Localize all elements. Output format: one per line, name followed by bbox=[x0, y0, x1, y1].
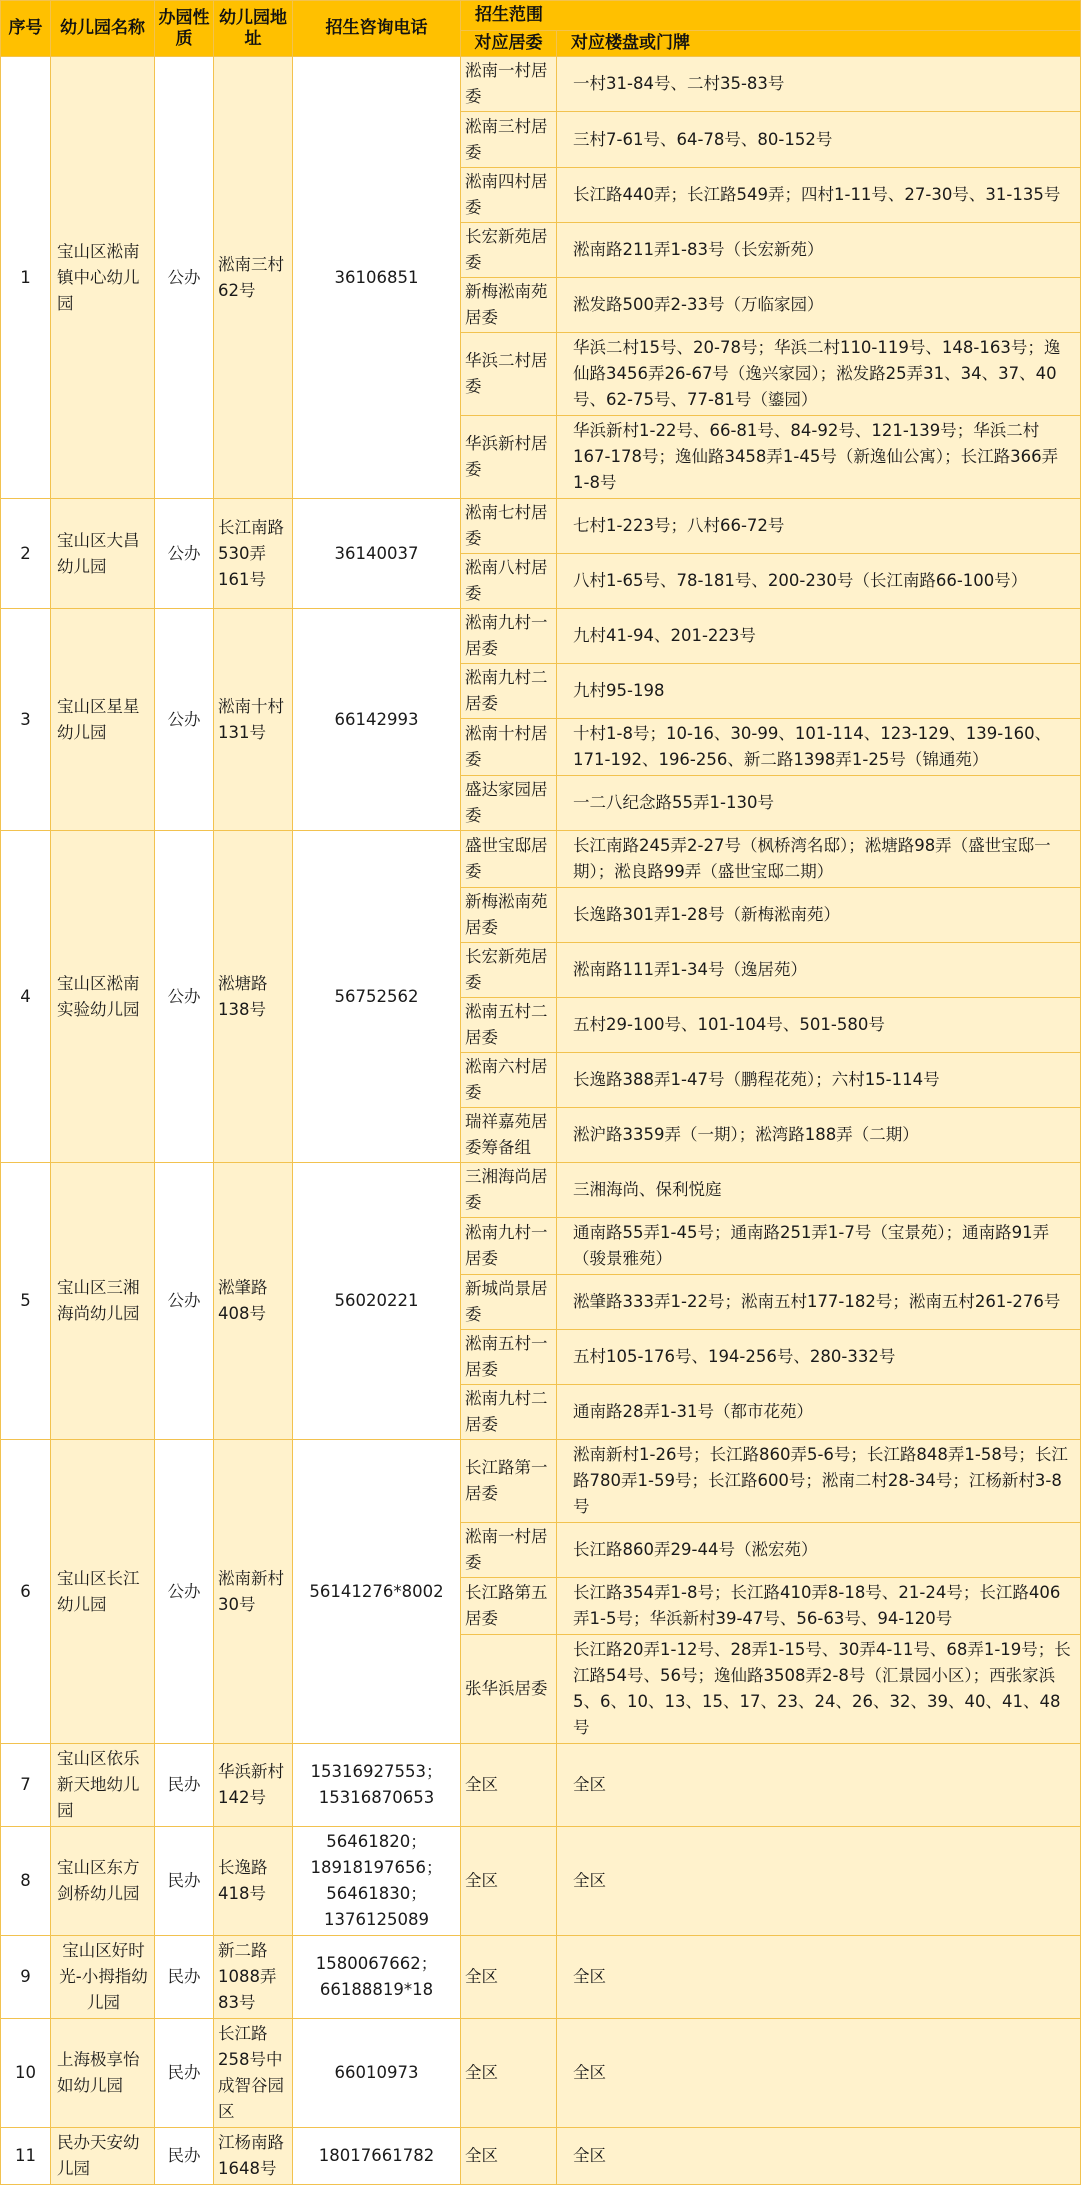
school-phone: 56752562 bbox=[293, 831, 461, 1163]
committee-cell: 淞南十村居委 bbox=[461, 719, 557, 776]
header-index: 序号 bbox=[1, 1, 51, 57]
committee-cell: 三湘海尚居委 bbox=[461, 1163, 557, 1218]
buildings-cell: 全区 bbox=[557, 2128, 1081, 2185]
row-index: 4 bbox=[1, 831, 51, 1163]
school-name: 宝山区淞南实验幼儿园 bbox=[51, 831, 155, 1163]
school-name: 民办天安幼儿园 bbox=[51, 2128, 155, 2185]
school-phone: 56461820；18918197656；56461830；1376125089 bbox=[293, 1827, 461, 1936]
header-nature: 办园性质 bbox=[155, 1, 214, 57]
committee-cell: 全区 bbox=[461, 1744, 557, 1827]
row-index: 3 bbox=[1, 609, 51, 831]
header-buildings: 对应楼盘或门牌 bbox=[557, 31, 1081, 57]
school-phone: 36140037 bbox=[293, 499, 461, 609]
committee-cell: 华浜二村居委 bbox=[461, 333, 557, 416]
school-nature: 公办 bbox=[155, 499, 214, 609]
buildings-cell: 全区 bbox=[557, 1827, 1081, 1936]
buildings-cell: 淞肇路333弄1-22号；淞南五村177-182号；淞南五村261-276号 bbox=[557, 1275, 1081, 1330]
table-header bbox=[1, 1, 1081, 57]
committee-cell: 新梅淞南苑居委 bbox=[461, 888, 557, 943]
committee-cell: 全区 bbox=[461, 1827, 557, 1936]
buildings-cell: 长逸路388弄1-47号（鹏程花苑）；六村15-114号 bbox=[557, 1053, 1081, 1108]
buildings-cell: 九村95-198 bbox=[557, 664, 1081, 719]
school-phone: 1580067662；66188819*18 bbox=[293, 1936, 461, 2019]
buildings-cell: 淞沪路3359弄（一期）；淞湾路188弄（二期） bbox=[557, 1108, 1081, 1163]
school-address: 淞塘路138号 bbox=[214, 831, 293, 1163]
buildings-cell: 淞发路500弄2-33号（万临家园） bbox=[557, 278, 1081, 333]
committee-cell: 全区 bbox=[461, 1936, 557, 2019]
school-nature: 公办 bbox=[155, 1440, 214, 1744]
school-name: 宝山区星星幼儿园 bbox=[51, 609, 155, 831]
school-name: 宝山区大昌幼儿园 bbox=[51, 499, 155, 609]
school-nature: 民办 bbox=[155, 2128, 214, 2185]
school-name: 宝山区东方剑桥幼儿园 bbox=[51, 1827, 155, 1936]
school-address: 淞南三村62号 bbox=[214, 57, 293, 499]
buildings-cell: 通南路55弄1-45号；通南路251弄1-7号（宝景苑）；通南路91弄（骏景雅苑） bbox=[557, 1218, 1081, 1275]
committee-cell: 长江路第五居委 bbox=[461, 1578, 557, 1635]
school-nature: 公办 bbox=[155, 57, 214, 499]
header-phone: 招生咨询电话 bbox=[293, 1, 461, 57]
school-nature: 民办 bbox=[155, 1936, 214, 2019]
buildings-cell: 十村1-8号；10-16、30-99、101-114、123-129、139-160、171-192、196-256、新二路1398弄1-25号（锦通苑） bbox=[557, 719, 1081, 776]
buildings-cell: 九村41-94、201-223号 bbox=[557, 609, 1081, 664]
header-name: 幼儿园名称 bbox=[51, 1, 155, 57]
committee-cell: 新梅淞南苑居委 bbox=[461, 278, 557, 333]
school-nature: 公办 bbox=[155, 1163, 214, 1440]
school-address: 淞南新村30号 bbox=[214, 1440, 293, 1744]
committee-cell: 淞南九村一居委 bbox=[461, 1218, 557, 1275]
school-address: 长江南路530弄161号 bbox=[214, 499, 293, 609]
school-address: 新二路1088弄83号 bbox=[214, 1936, 293, 2019]
buildings-cell: 淞南路111弄1-34号（逸居苑） bbox=[557, 943, 1081, 998]
committee-cell: 淞南三村居委 bbox=[461, 112, 557, 168]
school-name: 宝山区三湘海尚幼儿园 bbox=[51, 1163, 155, 1440]
buildings-cell: 淞南路211弄1-83号（长宏新苑） bbox=[557, 223, 1081, 278]
school-address: 江杨南路1648号 bbox=[214, 2128, 293, 2185]
row-index: 6 bbox=[1, 1440, 51, 1744]
committee-cell: 张华浜居委 bbox=[461, 1635, 557, 1744]
committee-cell: 全区 bbox=[461, 2019, 557, 2128]
school-phone: 36106851 bbox=[293, 57, 461, 499]
row-index: 9 bbox=[1, 1936, 51, 2019]
school-name: 上海极享怡如幼儿园 bbox=[51, 2019, 155, 2128]
header-scope: 招生范围 bbox=[461, 1, 1081, 31]
committee-cell: 华浜新村居委 bbox=[461, 416, 557, 499]
school-phone: 66142993 bbox=[293, 609, 461, 831]
header-committee: 对应居委 bbox=[461, 31, 557, 57]
school-nature: 民办 bbox=[155, 1744, 214, 1827]
buildings-cell: 华浜二村15号、20-78号；华浜二村110-119号、148-163号；逸仙路3456弄26-67号（逸兴家园）；淞发路25弄31、34、37、40号、62-75号、77-81号（鎏园） bbox=[557, 333, 1081, 416]
buildings-cell: 长江南路245弄2-27号（枫桥湾名邸）；淞塘路98弄（盛世宝邸一期）；淞良路99弄（盛世宝邸二期） bbox=[557, 831, 1081, 888]
committee-cell: 淞南五村一居委 bbox=[461, 1330, 557, 1385]
committee-cell: 淞南一村居委 bbox=[461, 57, 557, 112]
school-nature: 民办 bbox=[155, 1827, 214, 1936]
buildings-cell: 三湘海尚、保利悦庭 bbox=[557, 1163, 1081, 1218]
buildings-cell: 五村105-176号、194-256号、280-332号 bbox=[557, 1330, 1081, 1385]
school-nature: 民办 bbox=[155, 2019, 214, 2128]
buildings-cell: 五村29-100号、101-104号、501-580号 bbox=[557, 998, 1081, 1053]
committee-cell: 淞南八村居委 bbox=[461, 554, 557, 609]
row-index: 11 bbox=[1, 2128, 51, 2185]
school-address: 华浜新村142号 bbox=[214, 1744, 293, 1827]
school-address: 长江路258号中成智谷园区 bbox=[214, 2019, 293, 2128]
committee-cell: 瑞祥嘉苑居委筹备组 bbox=[461, 1108, 557, 1163]
school-name: 宝山区长江幼儿园 bbox=[51, 1440, 155, 1744]
buildings-cell: 长逸路301弄1-28号（新梅淞南苑） bbox=[557, 888, 1081, 943]
row-index: 10 bbox=[1, 2019, 51, 2128]
committee-cell: 淞南九村一居委 bbox=[461, 609, 557, 664]
row-index: 2 bbox=[1, 499, 51, 609]
row-index: 5 bbox=[1, 1163, 51, 1440]
buildings-cell: 淞南新村1-26号；长江路860弄5-6号；长江路848弄1-58号；长江路780弄1-59号；长江路600号；淞南二村28-34号；江杨新村3-8号 bbox=[557, 1440, 1081, 1523]
committee-cell: 盛达家园居委 bbox=[461, 776, 557, 831]
school-address: 淞南十村131号 bbox=[214, 609, 293, 831]
committee-cell: 淞南九村二居委 bbox=[461, 664, 557, 719]
committee-cell: 淞南七村居委 bbox=[461, 499, 557, 554]
buildings-cell: 一村31-84号、二村35-83号 bbox=[557, 57, 1081, 112]
school-address: 淞肇路408号 bbox=[214, 1163, 293, 1440]
committee-cell: 长江路第一居委 bbox=[461, 1440, 557, 1523]
committee-cell: 长宏新苑居委 bbox=[461, 223, 557, 278]
committee-cell: 淞南一村居委 bbox=[461, 1523, 557, 1578]
school-name: 宝山区依乐新天地幼儿园 bbox=[51, 1744, 155, 1827]
school-nature: 公办 bbox=[155, 609, 214, 831]
row-index: 7 bbox=[1, 1744, 51, 1827]
buildings-cell: 八村1-65号、78-181号、200-230号（长江南路66-100号） bbox=[557, 554, 1081, 609]
buildings-cell: 全区 bbox=[557, 2019, 1081, 2128]
school-phone: 56141276*8002 bbox=[293, 1440, 461, 1744]
school-phone: 15316927553；15316870653 bbox=[293, 1744, 461, 1827]
committee-cell: 淞南六村居委 bbox=[461, 1053, 557, 1108]
buildings-cell: 长江路860弄29-44号（淞宏苑） bbox=[557, 1523, 1081, 1578]
buildings-cell: 长江路20弄1-12号、28弄1-15号、30弄4-11号、68弄1-19号；长江路54号、56号；逸仙路3508弄2-8号（汇景园小区）；西张家浜5、6、10、13、15、17、23、24、26、32、39、40、41、48号 bbox=[557, 1635, 1081, 1744]
school-name: 宝山区淞南镇中心幼儿园 bbox=[51, 57, 155, 499]
buildings-cell: 长江路440弄；长江路549弄；四村1-11号、27-30号、31-135号 bbox=[557, 168, 1081, 223]
committee-cell: 淞南四村居委 bbox=[461, 168, 557, 223]
buildings-cell: 全区 bbox=[557, 1744, 1081, 1827]
committee-cell: 新城尚景居委 bbox=[461, 1275, 557, 1330]
buildings-cell: 华浜新村1-22号、66-81号、84-92号、121-139号；华浜二村167-178号；逸仙路3458弄1-45号（新逸仙公寓）；长江路366弄1-8号 bbox=[557, 416, 1081, 499]
header-address: 幼儿园地址 bbox=[214, 1, 293, 57]
table-body bbox=[1, 57, 1081, 2185]
buildings-cell: 通南路28弄1-31号（都市花苑） bbox=[557, 1385, 1081, 1440]
school-phone: 66010973 bbox=[293, 2019, 461, 2128]
buildings-cell: 一二八纪念路55弄1-130号 bbox=[557, 776, 1081, 831]
buildings-cell: 全区 bbox=[557, 1936, 1081, 2019]
school-address: 长逸路418号 bbox=[214, 1827, 293, 1936]
committee-cell: 盛世宝邸居委 bbox=[461, 831, 557, 888]
row-index: 8 bbox=[1, 1827, 51, 1936]
row-index: 1 bbox=[1, 57, 51, 499]
committee-cell: 淞南五村二居委 bbox=[461, 998, 557, 1053]
school-phone: 56020221 bbox=[293, 1163, 461, 1440]
school-name: 宝山区好时光-小拇指幼儿园 bbox=[51, 1936, 155, 2019]
committee-cell: 淞南九村二居委 bbox=[461, 1385, 557, 1440]
committee-cell: 长宏新苑居委 bbox=[461, 943, 557, 998]
committee-cell: 全区 bbox=[461, 2128, 557, 2185]
buildings-cell: 三村7-61号、64-78号、80-152号 bbox=[557, 112, 1081, 168]
school-nature: 公办 bbox=[155, 831, 214, 1163]
school-phone: 18017661782 bbox=[293, 2128, 461, 2185]
buildings-cell: 七村1-223号；八村66-72号 bbox=[557, 499, 1081, 554]
buildings-cell: 长江路354弄1-8号；长江路410弄8-18号、21-24号；长江路406弄1-5号；华浜新村39-47号、56-63号、94-120号 bbox=[557, 1578, 1081, 1635]
